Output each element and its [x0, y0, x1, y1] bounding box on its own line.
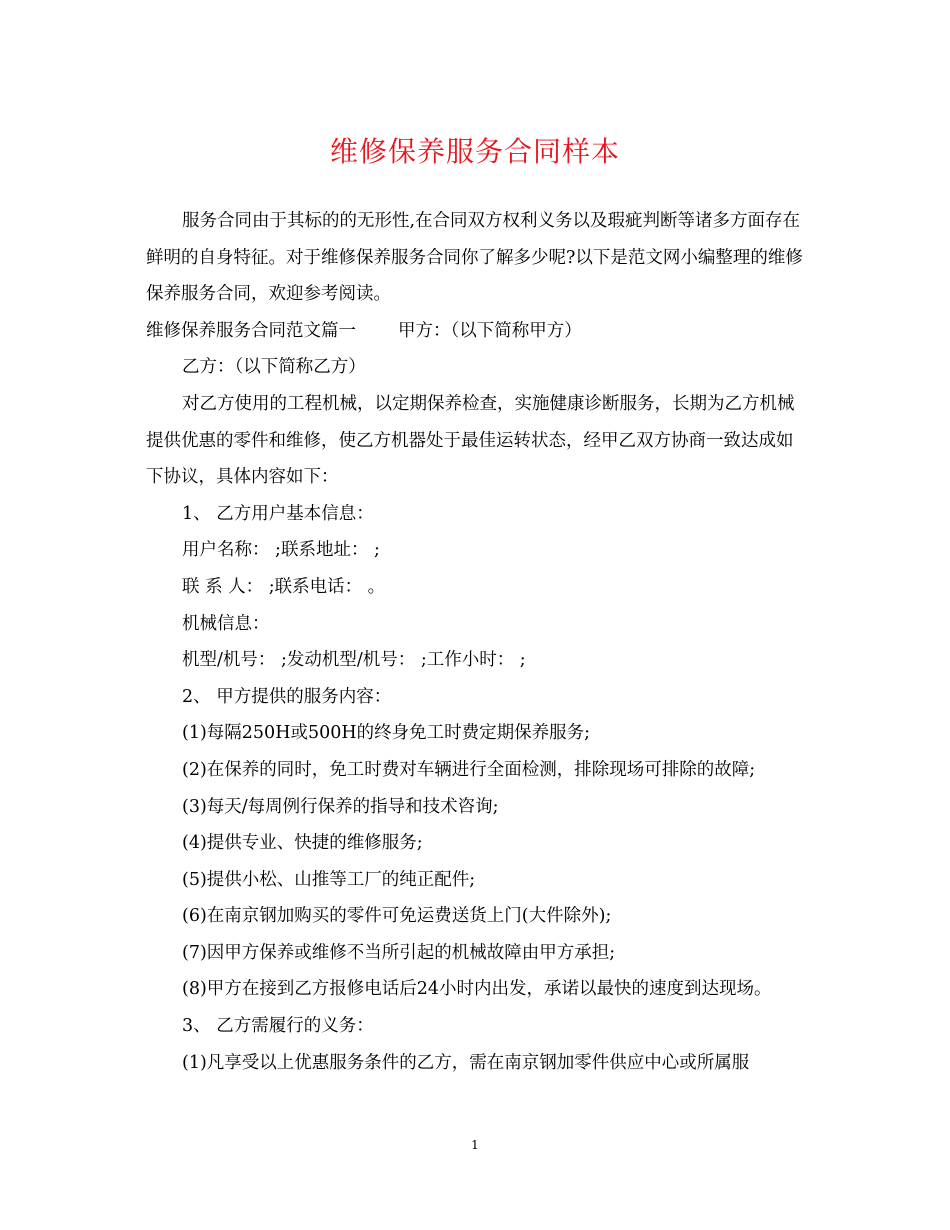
service-item-8: (8)甲方在接到乙方报修电话后24小时内出发，承诺以最快的速度到达现场。: [182, 979, 772, 1000]
contact-info-line: 联 系 人： ;联系电话： 。: [182, 576, 386, 597]
service-item-3: (3)每天/每周例行保养的指导和技术咨询;: [182, 796, 499, 817]
party-a-line: 甲方：（以下简称甲方）: [398, 320, 582, 341]
clause-3-heading: 3、 乙方需履行的义务：: [182, 1016, 374, 1037]
clause-2-heading: 2、 甲方提供的服务内容：: [182, 686, 392, 707]
document-body: [146, 203, 806, 1081]
preamble-paragraph: 对乙方使用的工程机械，以定期保养检查，实施健康诊断服务，长期为乙方机械提供优惠的零件和维修，使乙方机器处于最佳运转状态，经甲乙双方协商一致达成如下协议，具体内容如下：: [146, 393, 795, 488]
document-title: 维修保养服务合同样本: [329, 135, 620, 168]
page-number: 1: [471, 1138, 479, 1152]
section-title: 维修保养服务合同范文篇一: [146, 320, 356, 341]
obligation-item-1: (1)凡享受以上优惠服务条件的乙方，需在南京钢加零件供应中心或所属服: [182, 1052, 750, 1073]
service-item-6: (6)在南京钢加购买的零件可免运费送货上门(大件除外);: [182, 906, 612, 927]
clause-1-heading: 1、 乙方用户基本信息：: [182, 503, 374, 524]
service-item-1: (1)每隔250H或500H的终身免工时费定期保养服务;: [182, 723, 591, 744]
service-item-2: (2)在保养的同时，免工时费对车辆进行全面检测，排除现场可排除的故障;: [182, 759, 756, 780]
machine-label: 机械信息：: [182, 613, 270, 634]
service-item-5: (5)提供小松、山推等工厂的纯正配件;: [182, 869, 476, 890]
section-heading-line: [146, 313, 806, 350]
machine-info-line: 机型/机号： ;发动机型/机号： ;工作小时： ;: [182, 650, 526, 671]
intro-paragraph: 服务合同由于其标的的无形性,在合同双方权利义务以及瑕疵判断等诸多方面存在鲜明的自身特征。对于维修保养服务合同你了解多少呢?以下是范文网小编整理的维修保养服务合同，欢迎参考阅读。: [146, 211, 803, 305]
service-item-4: (4)提供专业、快捷的维修服务;: [182, 833, 423, 854]
party-b-line: 乙方：（以下简称乙方）: [182, 357, 366, 378]
user-info-line: 用户名称： ;联系地址： ;: [182, 540, 380, 561]
service-item-7: (7)因甲方保养或维修不当所引起的机械故障由甲方承担;: [182, 942, 616, 963]
